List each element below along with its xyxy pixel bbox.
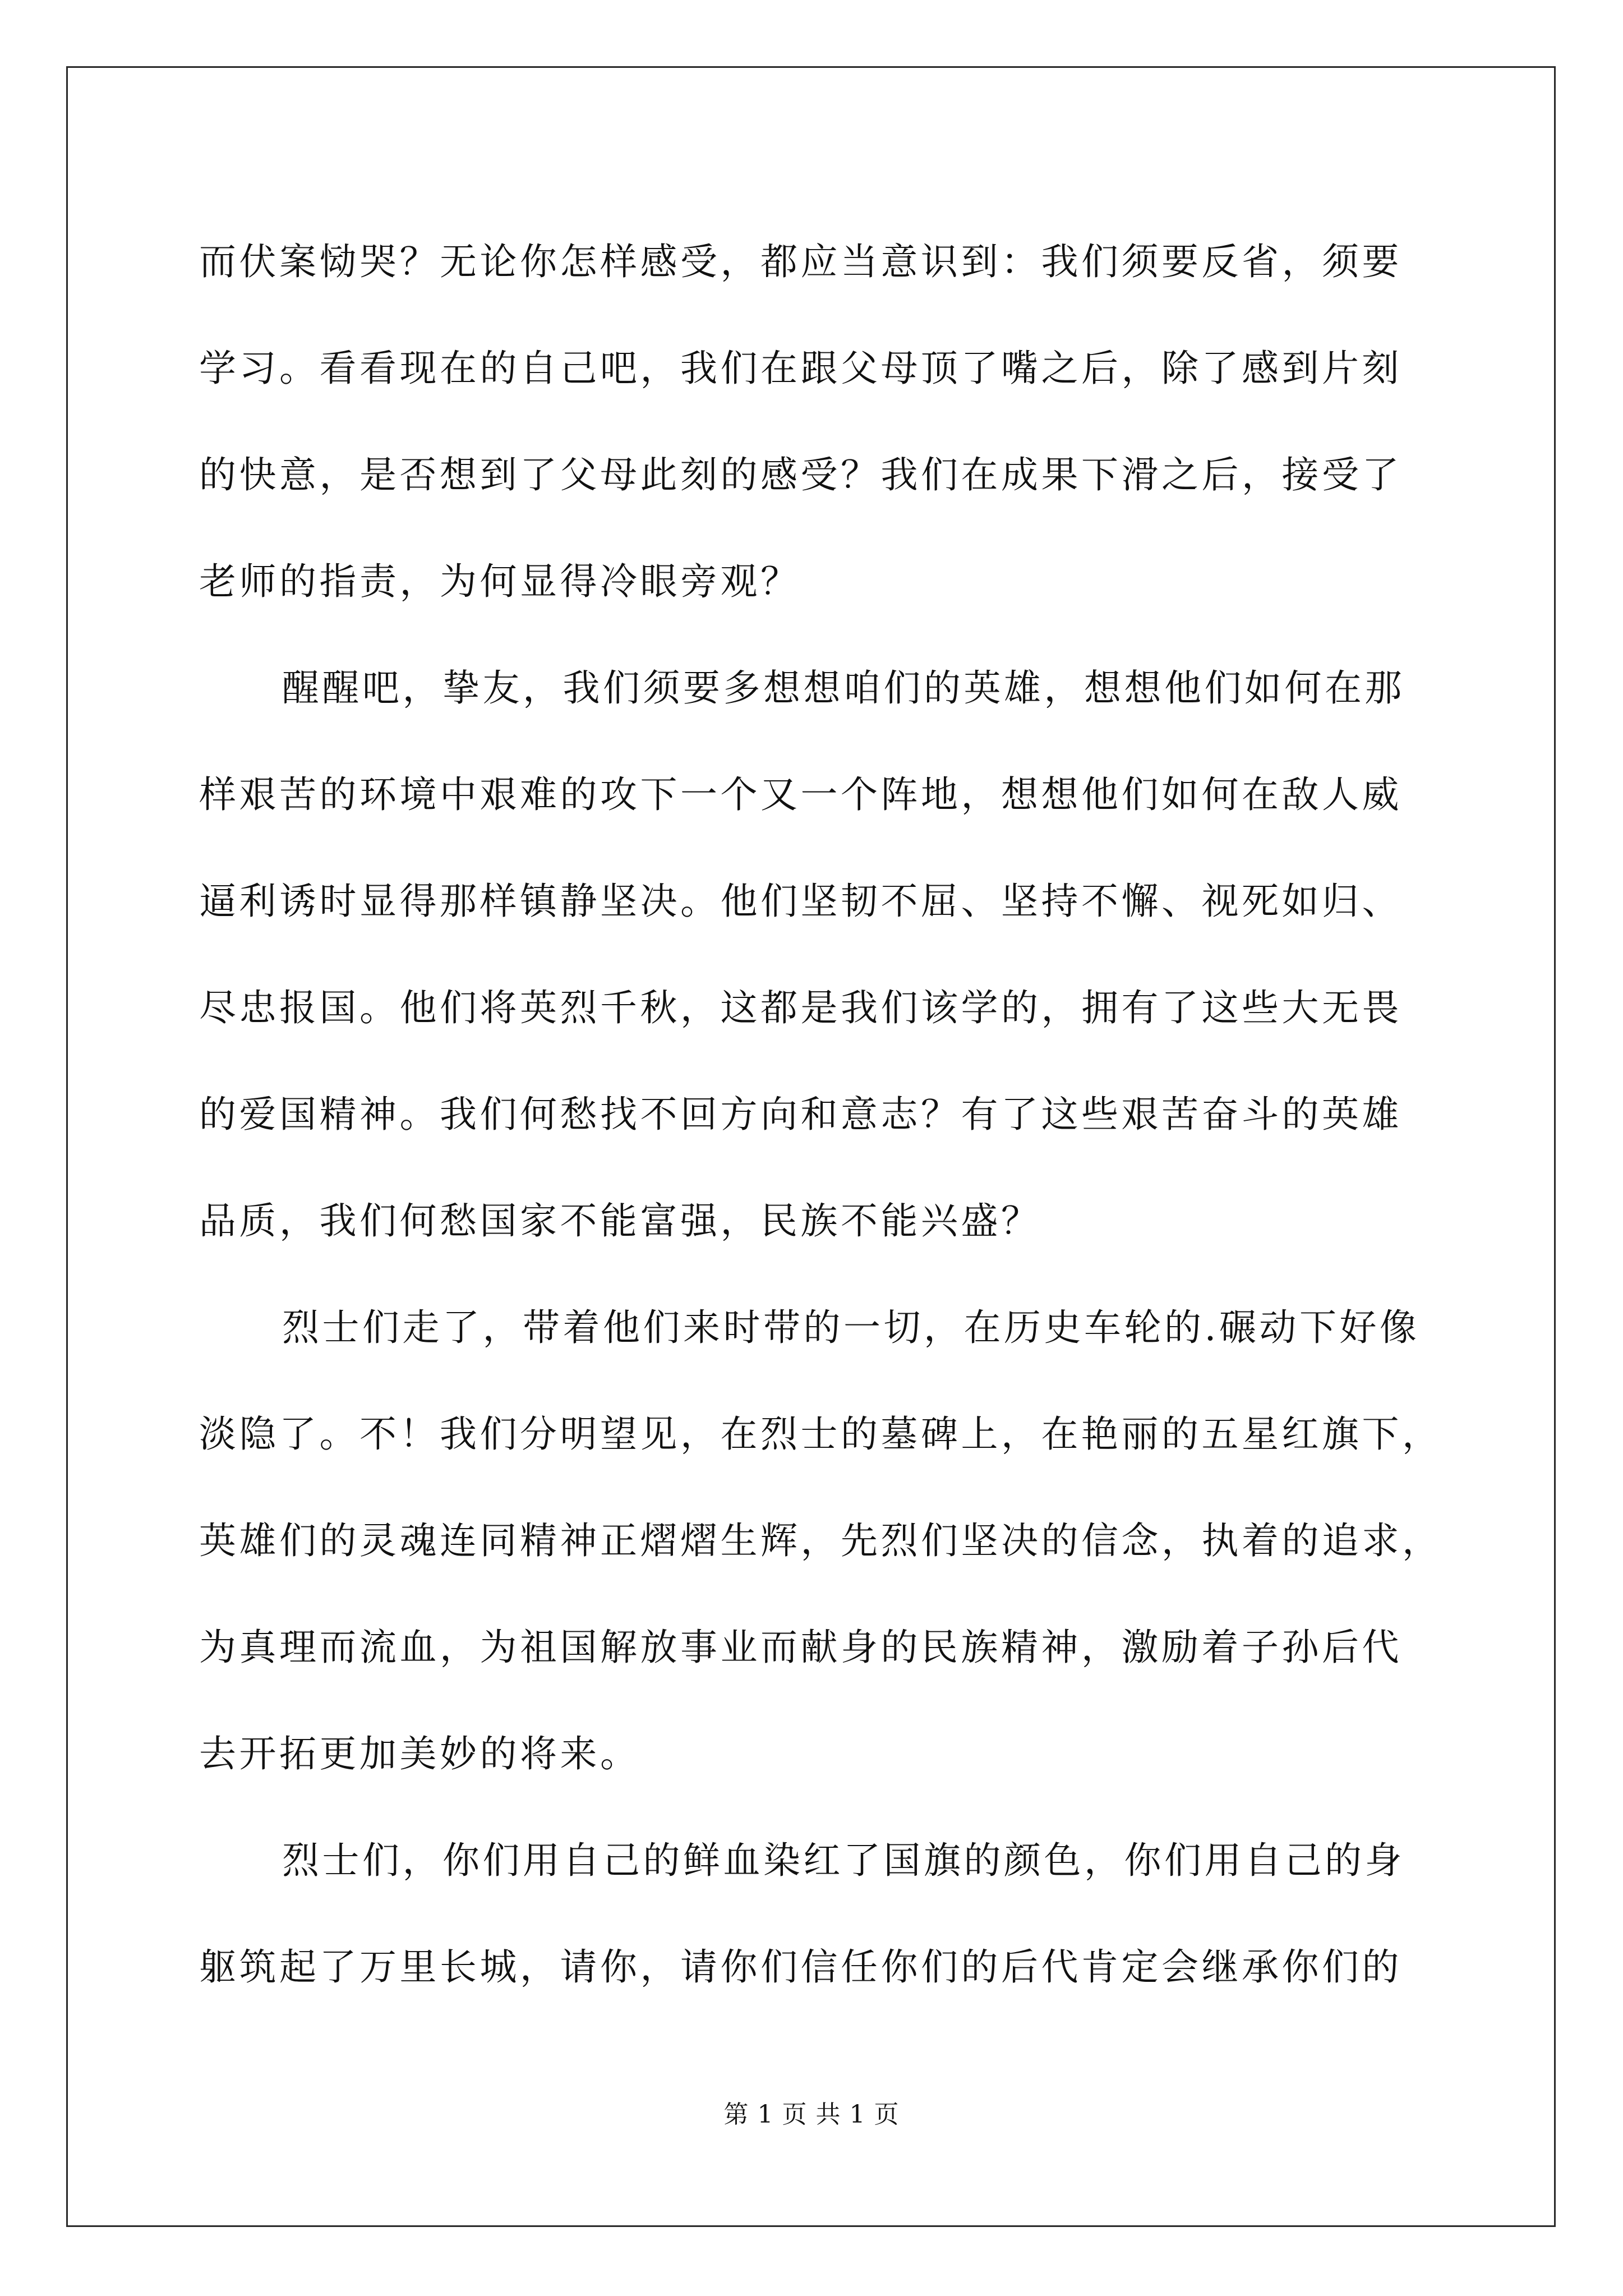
- paragraph-start-line: 烈士们走了，带着他们来时带的一切，在历史车轮的.碾动下好像: [282, 1306, 1420, 1349]
- document-body: [199, 209, 1450, 2021]
- text-line: 去开拓更加美妙的将来。: [199, 1732, 640, 1775]
- text-line: 英雄们的灵魂连同精神正熠熠生辉，先烈们坚决的信念，执着的追求，: [199, 1519, 1442, 1562]
- text-line: 的快意，是否想到了父母此刻的感受？我们在成果下滑之后，接受了: [199, 453, 1402, 496]
- text-line: 而伏案恸哭？无论你怎样感受，都应当意识到：我们须要反省，须要: [199, 240, 1402, 283]
- text-line: 躯筑起了万里长城，请你，请你们信任你们的后代肯定会继承你们的: [199, 1945, 1402, 1989]
- paragraph-start-line: 醒醒吧，挚友，我们须要多想想咱们的英雄，想想他们如何在那: [282, 666, 1405, 710]
- text-line: 老师的指责，为何显得冷眼旁观？: [199, 560, 801, 603]
- text-line: 的爱国精神。我们何愁找不回方向和意志？有了这些艰苦奋斗的英雄: [199, 1093, 1402, 1136]
- text-line: 样艰苦的环境中艰难的攻下一个又一个阵地，想想他们如何在敌人威: [199, 773, 1402, 816]
- text-line: 为真理而流血，为祖国解放事业而献身的民族精神，激励着子孙后代: [199, 1626, 1402, 1669]
- page-number-footer: 第 1 页 共 1 页: [723, 2100, 900, 2129]
- text-line: 品质，我们何愁国家不能富强，民族不能兴盛？: [199, 1199, 1041, 1243]
- text-line: 淡隐了。不！我们分明望见，在烈士的墓碑上，在艳丽的五星红旗下，: [199, 1412, 1442, 1456]
- text-line: 学习。看看现在的自己吧，我们在跟父母顶了嘴之后，除了感到片刻: [199, 347, 1402, 390]
- paragraph-start-line: 烈士们，你们用自己的鲜血染红了国旗的颜色，你们用自己的身: [282, 1839, 1405, 1882]
- text-line: 尽忠报国。他们将英烈千秋，这都是我们该学的，拥有了这些大无畏: [199, 986, 1402, 1029]
- text-line: 逼利诱时显得那样镇静坚决。他们坚韧不屈、坚持不懈、视死如归、: [199, 880, 1402, 923]
